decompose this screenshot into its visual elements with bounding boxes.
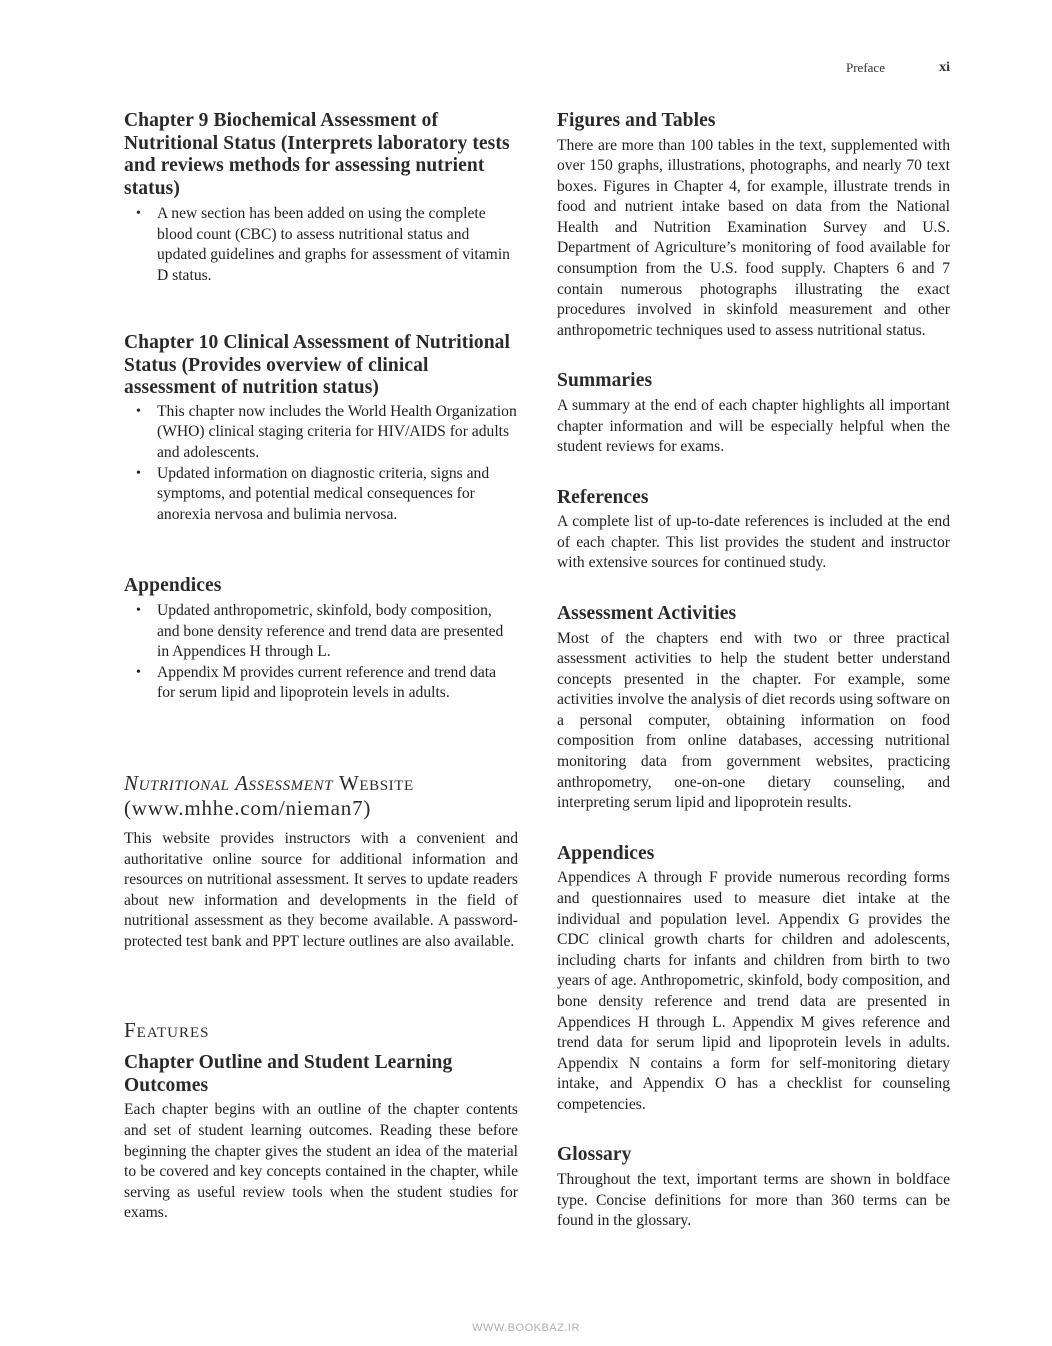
website-section	[124, 771, 518, 953]
bullet-item	[124, 204, 518, 286]
website-heading-book-title: Nutritional Assessment	[124, 770, 334, 795]
appendices-body: Appendices A through F provide numerous recording forms and questionnaires used to measure diet intake at the individual and population level. Appendix G provides the CDC clinical growth charts for children and adolescents, including charts for infants and children from birth to two years of age. Anthropometric, skinfold, body composition, and bone density reference and trend data are presented in Appendices H through L. Appendix M gives reference and trend data for serum lipid and lipoprotein levels in adults. Appendix N contains a form for self-monitoring dietary intake, and Appendix O has a checklist for counseling competencies.	[557, 869, 950, 1113]
bullet-text: This chapter now includes the World Health Organization (WHO) clinical staging criteria for HIV/AIDS for adults and adolescents.	[157, 402, 517, 462]
chapter-10-section	[124, 332, 518, 525]
features-section	[124, 1018, 518, 1224]
bullet-text: Updated information on diagnostic criteria, signs and symptoms, and potential medical consequences for anorexia nervosa and bulimia nervosa.	[157, 464, 490, 523]
bullet-item	[124, 601, 518, 663]
bullet-text: Updated anthropometric, skinfold, body composition, and bone density reference and trend data are presented in Appendices H through L.	[157, 601, 504, 661]
bullet-icon: •	[136, 664, 141, 680]
references-body: A complete list of up-to-date references is included at the end of each chapter. This list provides the student and instructor with extensive sources for continued study.	[557, 513, 950, 572]
chapter-10-heading: Chapter 10 Clinical Assessment of Nutritional Status (Provides overview of clinical assessment of nutrition status)	[124, 332, 511, 399]
figures-tables-section	[557, 110, 950, 341]
watermark: WWW.BOOKBAZ.IR	[472, 1322, 580, 1334]
appendices-update-heading: Appendices	[124, 575, 222, 597]
left-column	[124, 110, 518, 1224]
references-section	[557, 487, 950, 574]
appendices-update-bullets	[124, 601, 518, 704]
assessment-activities-section	[557, 603, 950, 814]
assessment-activities-body: Most of the chapters end with two or three practical assessment activities to help the student better understand concepts presented in the chapter. For example, some activities involve the analysis of diet records using software on a personal computer, obtaining information on food composition from online databases, accessing nutritional monitoring data from government websites, practicing anthropometry, one-on-one dietary counseling, and interpreting serum lipid and lipoprotein results.	[557, 629, 950, 812]
running-head-title: Preface	[846, 60, 885, 75]
bullet-icon: •	[136, 602, 141, 618]
chapter-9-section	[124, 110, 518, 286]
summaries-heading: Summaries	[557, 370, 653, 392]
references-heading: References	[557, 486, 649, 508]
bullet-item	[124, 402, 518, 464]
running-head	[846, 60, 956, 78]
website-heading	[124, 771, 518, 821]
bullet-icon: •	[136, 465, 141, 481]
figures-tables-body: There are more than 100 tables in the text, supplemented with over 150 graphs, illustrations, photographs, and nearly 70 text boxes. Figures in Chapter 4, for example, illustrate trends in food and nutrient intake based on data from the National Health and Nutrition Examination Survey and U.S. Department of Agriculture’s monitoring of food available for consumption from the U.S. food supply. Chapters 6 and 7 contain numerous photographs illustrating the exact procedures involved in skinfold measurement and other anthropometric techniques used to assess nutritional status.	[557, 136, 950, 339]
summaries-body: A summary at the end of each chapter highlights all important chapter information and will be especially helpful when the student reviews for exams.	[557, 396, 950, 456]
appendices-update-section	[124, 575, 518, 703]
bullet-text: Appendix M provides current reference and trend data for serum lipid and lipoprotein levels in adults.	[157, 663, 497, 702]
glossary-heading: Glossary	[557, 1144, 632, 1166]
right-column	[557, 110, 950, 1232]
appendices-section	[557, 843, 950, 1116]
website-heading-word: Website	[338, 770, 414, 795]
glossary-section	[557, 1144, 950, 1231]
bullet-item	[124, 663, 518, 704]
figures-tables-heading: Figures and Tables	[557, 110, 716, 131]
assessment-activities-heading: Assessment Activities	[557, 603, 737, 624]
chapter-9-bullets	[124, 204, 518, 286]
glossary-body: Throughout the text, important terms are shown in boldface type. Concise definitions for more than 360 terms can be found in the glossary.	[557, 1170, 950, 1230]
chapter-10-bullets	[124, 402, 518, 526]
summaries-section	[557, 370, 950, 457]
page-number: xi	[939, 60, 950, 75]
outline-outcomes-body: Each chapter begins with an outline of the chapter contents and set of student learning outcomes. Reading these before beginning the chapter gives the student an idea of the material to be covered and key concepts contained in the chapter, while serving as useful review tools when the student studies for exams.	[124, 1101, 518, 1222]
bullet-icon: •	[136, 206, 141, 221]
chapter-9-heading: Chapter 9 Biochemical Assessment of Nutritional Status (Interprets laboratory tests and reviews methods for assessing nutrient status)	[124, 110, 510, 199]
appendices-heading: Appendices	[557, 842, 655, 864]
features-heading: Features	[124, 1018, 210, 1043]
website-url: (www.mhhe.com/nieman7)	[124, 795, 372, 820]
bullet-text: A new section has been added on using the complete blood count (CBC) to assess nutritional status and updated guidelines and graphs for assessment of vitamin D status.	[157, 205, 510, 284]
website-body: This website provides instructors with a convenient and authoritative online source for additional information and resources on nutritional assessment. It serves to update readers about new information and developments in the field of nutritional assessment as they become available. A password-protected test bank and PPT lecture outlines are also available.	[124, 829, 518, 950]
bullet-item	[124, 464, 518, 526]
outline-outcomes-heading: Chapter Outline and Student Learning Outcomes	[124, 1052, 453, 1096]
bullet-icon: •	[136, 403, 141, 419]
